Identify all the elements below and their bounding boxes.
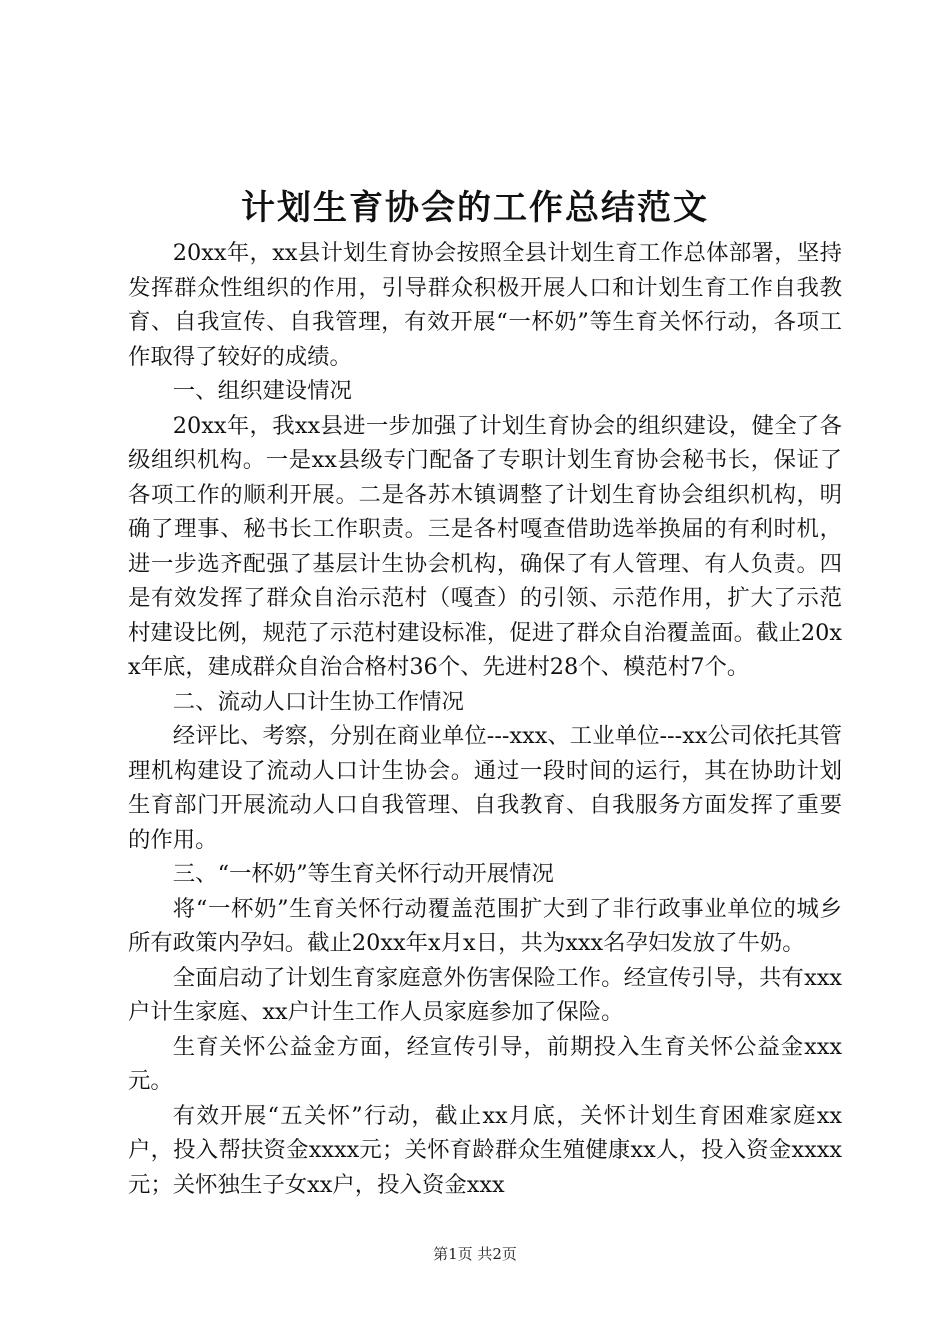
section-heading-1: 一、组织建设情况 xyxy=(172,378,352,404)
document-body xyxy=(128,236,842,1202)
intro-paragraph: 20xx年，xx县计划生育协会按照全县计划生育工作总体部署，坚持发挥群众性组织的作用，引导群众积极开展人口和计划生育工作自我教育、自我宣传、自我管理，有效开展“一杯奶”等生育关怀行动，各项工作取得了较好的成绩。 xyxy=(128,240,842,370)
section-2-paragraph: 经评比、考察，分别在商业单位---xxx、工业单位---xx公司依托其管理机构建设了流动人口计生协会。通过一段时间的运行，其在协助计划生育部门开展流动人口自我管理、自我教育、自我服务方面发挥了重要的作用。 xyxy=(128,723,842,853)
section-3-paragraph-3: 生育关怀公益金方面，经宣传引导，前期投入生育关怀公益金xxx元。 xyxy=(128,1033,842,1094)
document-title: 计划生育协会的工作总结范文 xyxy=(241,188,709,228)
page-footer: 第1页 共2页 xyxy=(433,1245,517,1263)
section-1-paragraph: 20xx年，我xx县进一步加强了计划生育协会的组织建设，健全了各级组织机构。一是xx县级专门配备了专职计划生育协会秘书长，保证了各项工作的顺利开展。二是各苏木镇调整了计划生育协会组织机构，明确了理事、秘书长工作职责。三是各村嘎查借助选举换届的有利时机，进一步选齐配强了基层计生协会机构，确保了有人管理、有人负责。四是有效发挥了群众自治示范村（嘎查）的引领、示范作用，扩大了示范村建设比例，规范了示范村建设标准，促进了群众自治覆盖面。截止20xx年底，建成群众自治合格村36个、先进村28个、模范村7个。 xyxy=(128,412,842,680)
section-heading-3: 三、“一杯奶”等生育关怀行动开展情况 xyxy=(172,861,554,887)
section-heading-2: 二、流动人口计生协工作情况 xyxy=(172,688,464,715)
section-3-paragraph-1: 将“一杯奶”生育关怀行动覆盖范围扩大到了非行政事业单位的城乡所有政策内孕妇。截止20xx年x月x日，共为xxx名孕妇发放了牛奶。 xyxy=(128,895,842,956)
section-3-paragraph-2: 全面启动了计划生育家庭意外伤害保险工作。经宣传引导，共有xxx户计生家庭、xx户计生工作人员家庭参加了保险。 xyxy=(128,964,842,1025)
section-3-paragraph-4: 有效开展“五关怀”行动，截止xx月底，关怀计划生育困难家庭xx户，投入帮扶资金xxxx元；关怀育龄群众生殖健康xx人，投入资金xxxx元；关怀独生子女xx户，投入资金xxx xyxy=(128,1102,842,1198)
